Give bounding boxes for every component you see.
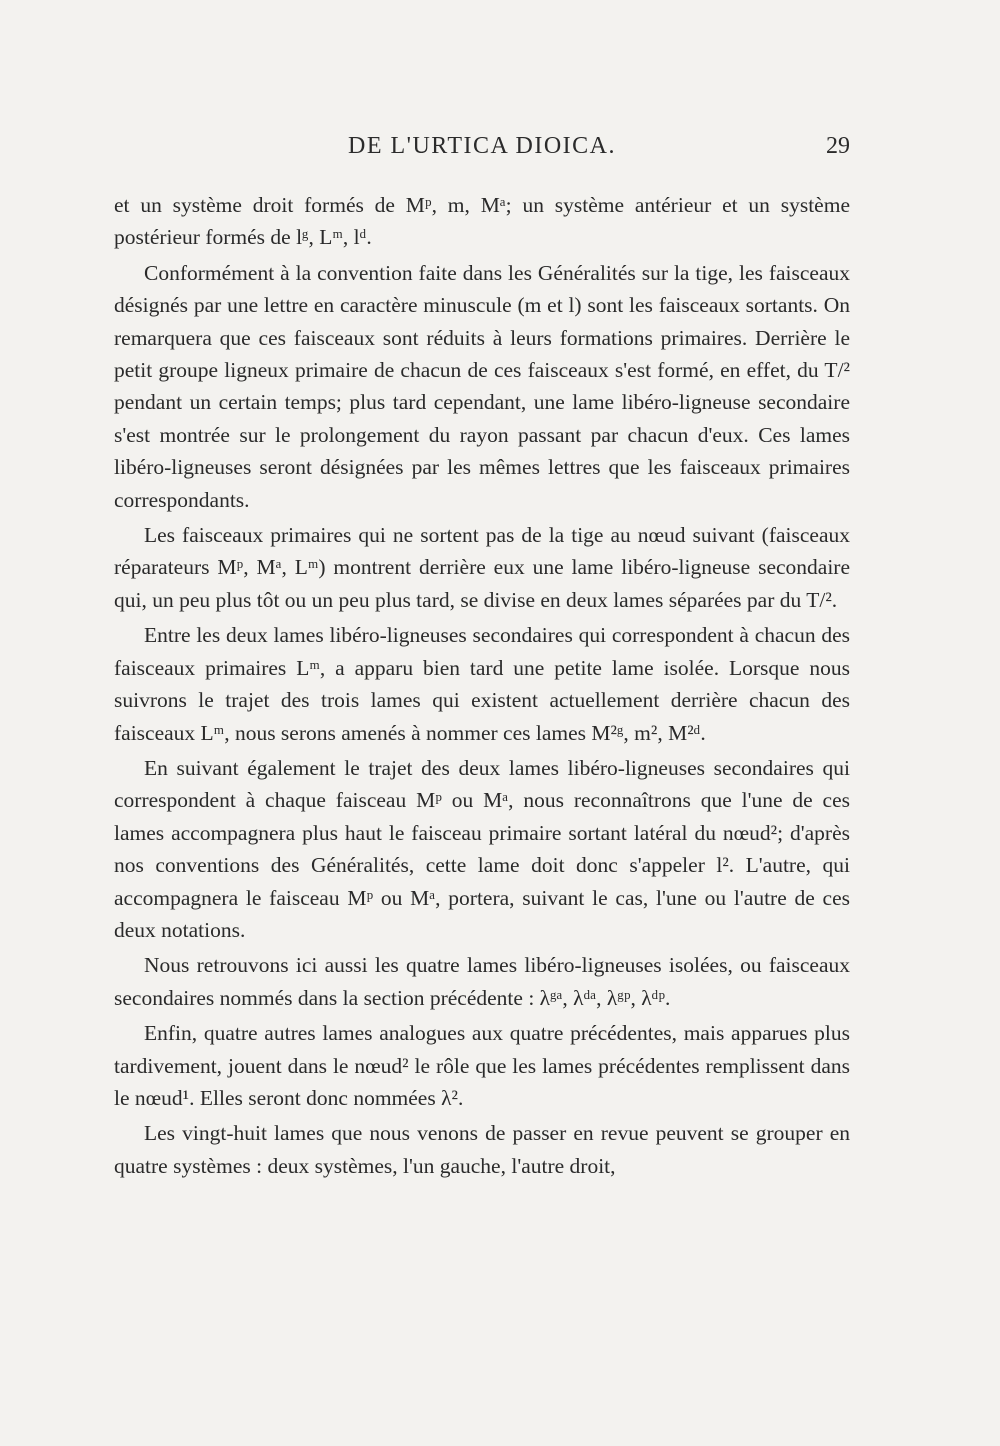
paragraph-1: et un système droit formés de Mᵖ, m, Mᵃ; un système antérieur et un système postérieur formés de lᵍ, Lᵐ, lᵈ. — [114, 193, 850, 250]
paragraph-4: Entre les deux lames libéro-ligneuses secondaires qui correspondent à chacun des faisceaux primaires Lᵐ, a apparu bien tard une petite lame isolée. Lorsque nous suivrons le trajet des trois lames qui existent actuellement derrière chacun des faisceaux Lᵐ, nous serons amenés à nommer ces lames M²ᵍ, m², M²ᵈ. — [114, 623, 850, 745]
paragraph-2: Conformément à la convention faite dans les Généralités sur la tige, les faisceaux désignés par une lettre en caractère minuscule (m et l) sont les faisceaux sortants. On remarquera que ces faisceaux sont réduits à leurs formations primaires. Derrière le petit groupe ligneux primaire de chacun de ces faisceaux s'est formé, en effet, du T/² pendant un certain temps; plus tard cependant, une lame libéro-ligneuse secondaire s'est montrée sur le prolongement du rayon passant par chacun d'eux. Ces lames libéro-ligneuses seront désignées par les mêmes lettres que les faisceaux primaires correspondants. — [114, 260, 850, 512]
running-head — [114, 133, 850, 167]
page-number: 29 — [826, 133, 850, 159]
paragraph-7: Enfin, quatre autres lames analogues aux quatre précédentes, mais apparues plus tardivement, jouent dans le nœud² le rôle que les lames précédentes remplissent dans le nœud¹. Elles seront donc nommées λ². — [114, 1021, 850, 1110]
running-title: DE L'URTICA DIOICA. — [347, 133, 617, 159]
paragraph-8: Les vingt-huit lames que nous venons de passer en revue peuvent se grouper en quatre systèmes : deux systèmes, l'un gauche, l'autre droit, — [114, 1121, 850, 1178]
body-text — [114, 189, 850, 1185]
paragraph-6: Nous retrouvons ici aussi les quatre lames libéro-ligneuses isolées, ou faisceaux secondaires nommés dans la section précédente : λᵍᵃ, λᵈᵃ, λᵍᵖ, λᵈᵖ. — [114, 953, 850, 1010]
paragraph-3: Les faisceaux primaires qui ne sortent pas de la tige au nœud suivant (faisceaux réparateurs Mᵖ, Mᵃ, Lᵐ) montrent derrière eux une lame libéro-ligneuse secondaire qui, un peu plus tôt ou un peu plus tard, se divise en deux lames séparées par du T/². — [114, 523, 850, 612]
paragraph-5: En suivant également le trajet des deux lames libéro-ligneuses secondaires qui correspondent à chaque faisceau Mᵖ ou Mᵃ, nous reconnaîtrons que l'une de ces lames accompagnera plus haut le faisceau primaire sortant latéral du nœud²; d'après nos conventions des Généralités, cette lame doit donc s'appeler l². L'autre, qui accompagnera le faisceau Mᵖ ou Mᵃ, portera, suivant le cas, l'une ou l'autre de ces deux notations. — [114, 755, 850, 942]
